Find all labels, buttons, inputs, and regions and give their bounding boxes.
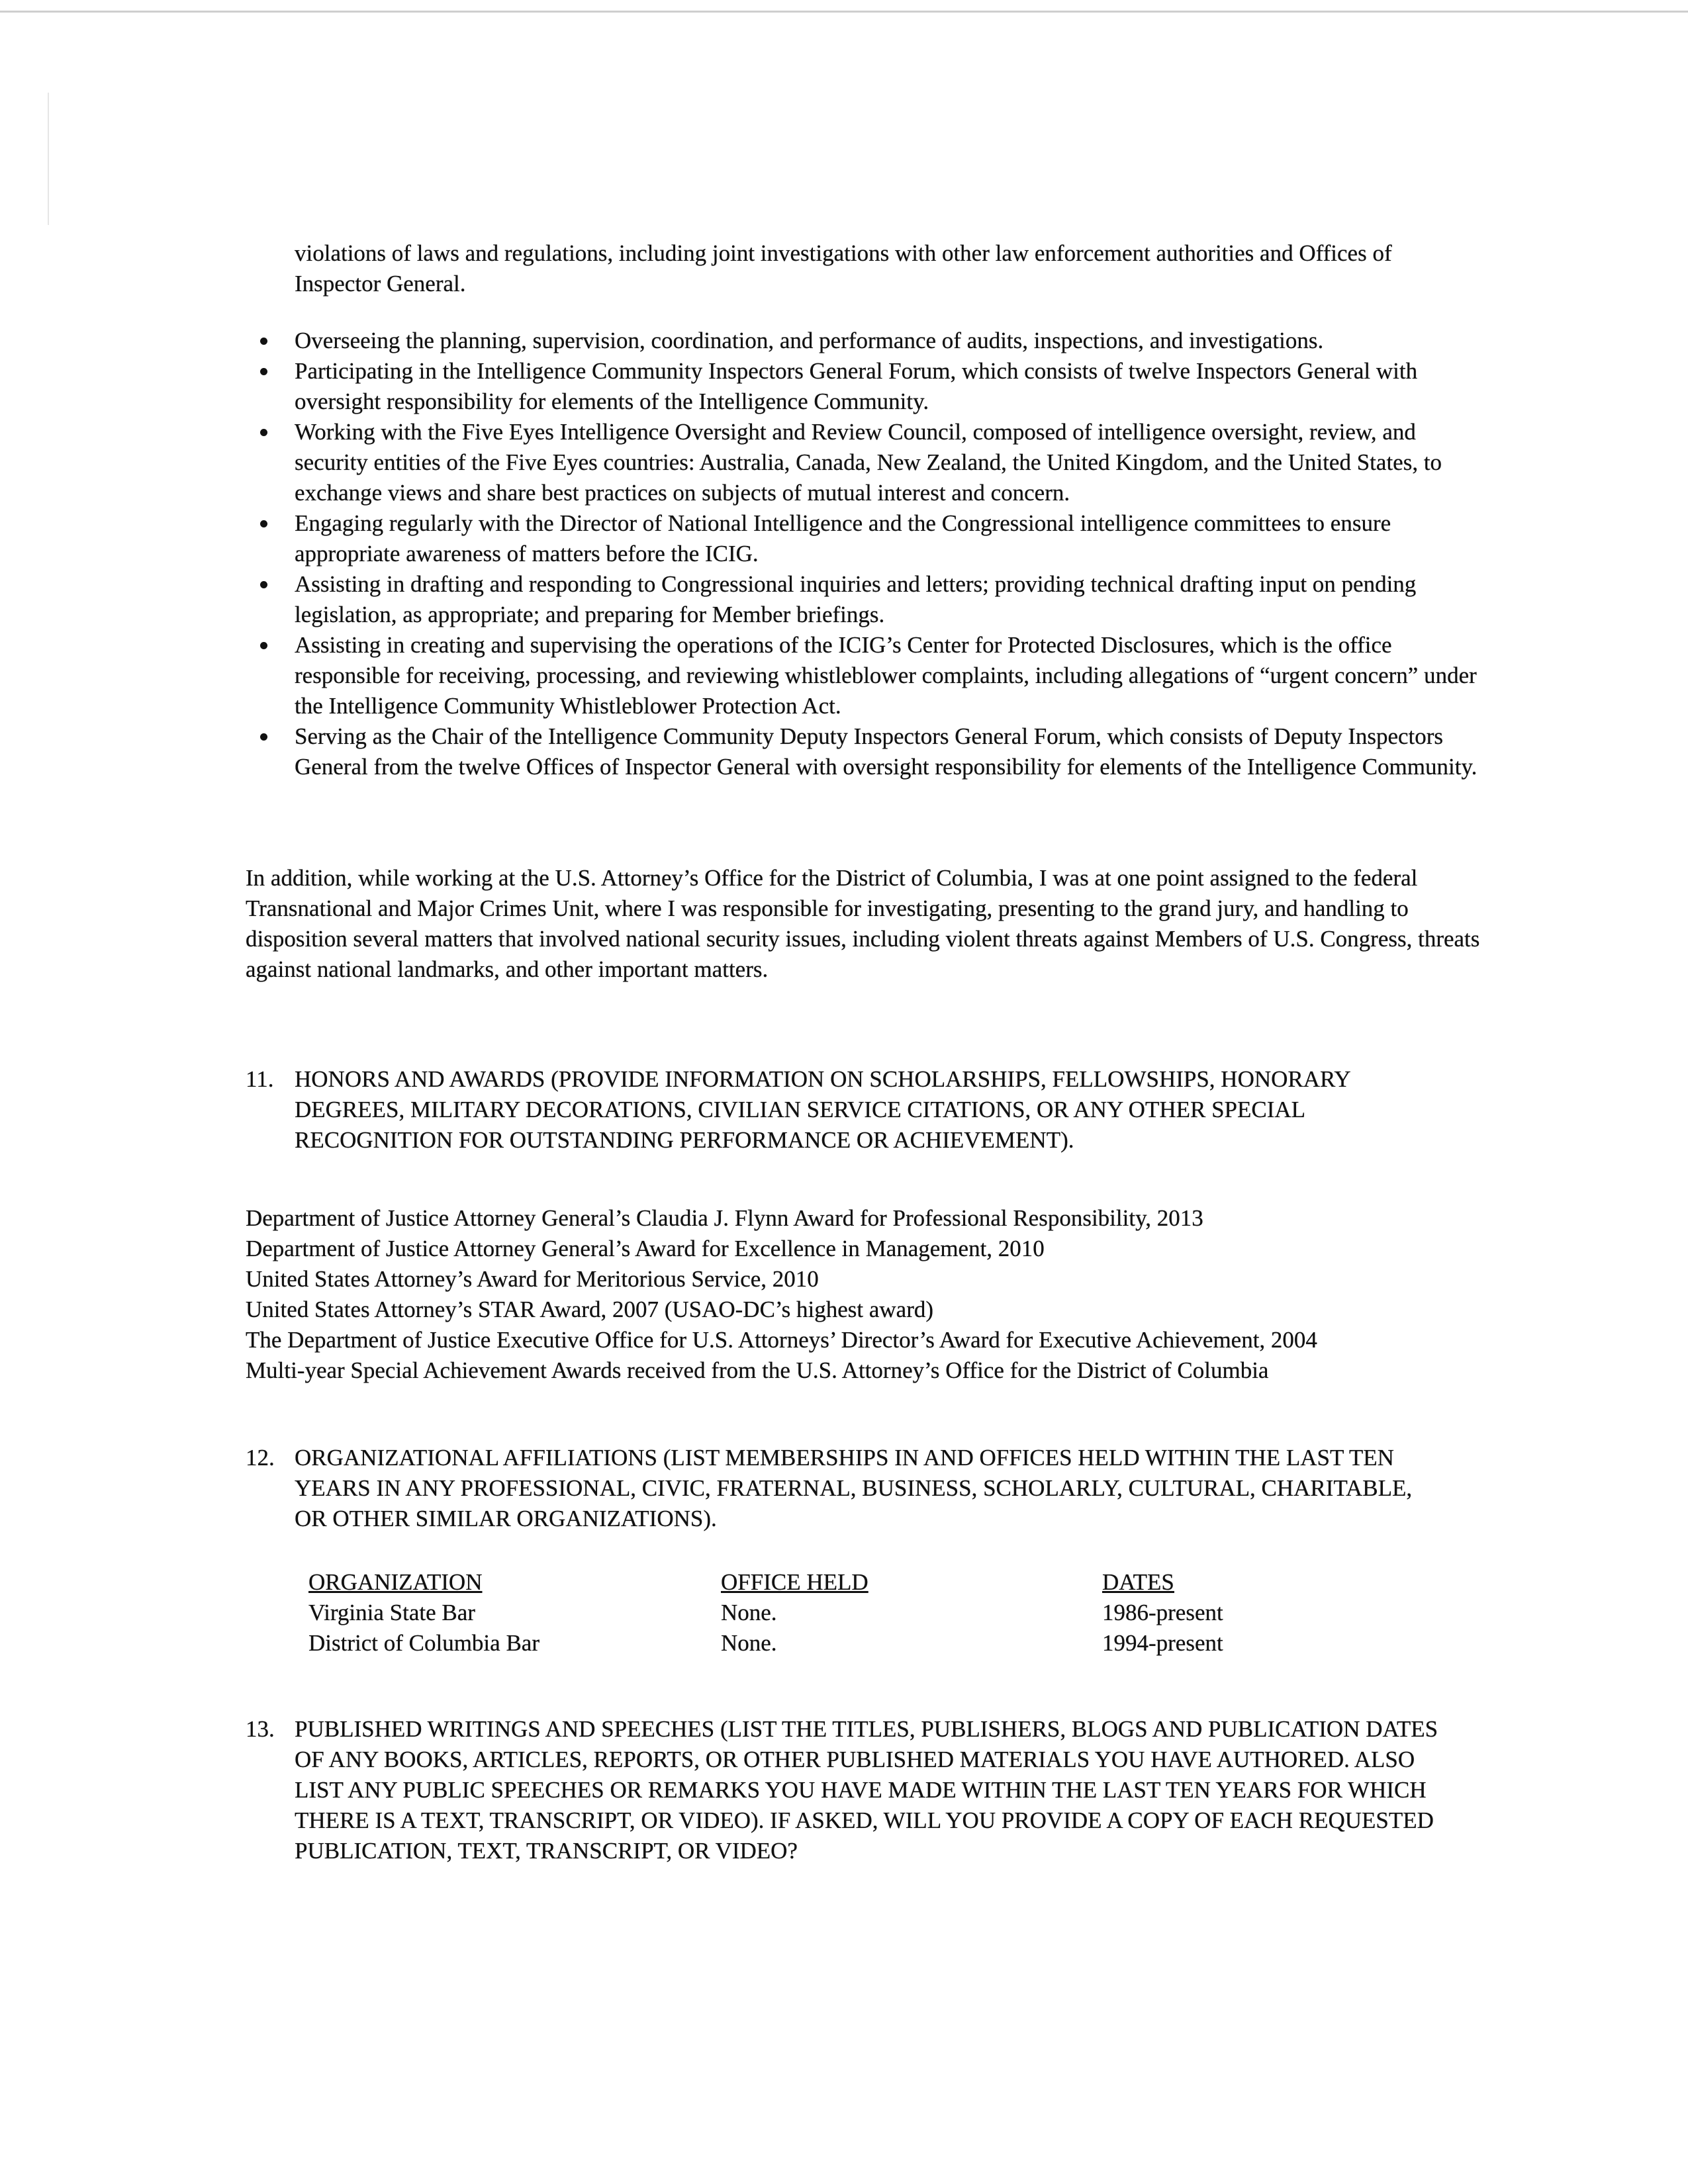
table-row — [308, 1628, 1223, 1659]
bullet-item: Overseeing the planning, supervision, coordination, and performance of audits, inspections, and investigations. — [295, 326, 1486, 356]
awards-list — [246, 1203, 1317, 1386]
section-number: 13. — [246, 1716, 275, 1742]
award-item: Multi-year Special Achievement Awards received from the U.S. Attorney’s Office for the District of Columbia — [246, 1357, 1269, 1383]
award-item: Department of Justice Attorney General’s Award for Excellence in Management, 2010 — [246, 1236, 1045, 1261]
organization-cell: Virginia State Bar — [308, 1600, 475, 1625]
bullet-icon — [260, 581, 267, 588]
award-item: United States Attorney’s Award for Meritorious Service, 2010 — [246, 1266, 819, 1292]
bullet-icon — [260, 338, 267, 345]
section-11-honors — [246, 1064, 1437, 1156]
section-heading: PUBLISHED WRITINGS AND SPEECHES (LIST THE TITLES, PUBLISHERS, BLOGS AND PUBLICATION DATES OF ANY BOOKS, ARTICLES, REPORTS, OR OTHER PUBLISHED MATERIALS YOU HAVE AUTHORED. ALSO LIST ANY PUBLIC SPEECHES OR REMARKS YOU HAVE MADE WITHIN THE LAST TEN YEARS FOR WHICH THERE IS A TEXT, TRANSCRIPT, OR VIDEO). IF ASKED, WILL YOU PROVIDE A COPY OF EACH REQUESTED PUBLICATION, TEXT, TRANSCRIPT, OR VIDEO? — [295, 1716, 1438, 1864]
section-12-affiliations — [246, 1443, 1437, 1534]
award-item: United States Attorney’s STAR Award, 2007 (USAO-DC’s highest award) — [246, 1297, 934, 1322]
dates-cell: 1994-present — [1102, 1630, 1223, 1656]
section-13-publications — [246, 1714, 1437, 1866]
bullet-item: Assisting in creating and supervising the operations of the ICIG’s Center for Protected Disclosures, which is the office responsible for receiving, processing, and reviewing whistleblower complaints, including allegations of “urgent concern” under the Intelligence Community Whistleblower Protection Act. — [295, 630, 1486, 721]
addition-paragraph: In addition, while working at the U.S. Attorney’s Office for the District of Columbia, I was at one point assigned to the federal Transnational and Major Crimes Unit, where I was responsible for investigating, presenting to the grand jury, and handling to disposition several matters that involved national security issues, including violent threats against Members of U.S. Congress, threats against national landmarks, and other important matters. — [246, 865, 1480, 982]
bullet-item: Assisting in drafting and responding to Congressional inquiries and letters; providing technical drafting input on pending legislation, as appropriate; and preparing for Member briefings. — [295, 569, 1486, 630]
section-number: 12. — [246, 1445, 275, 1471]
intro-continuation: violations of laws and regulations, including joint investigations with other law enforcement authorities and Offices of Inspector General. — [295, 240, 1392, 296]
bullet-item: Serving as the Chair of the Intelligence Community Deputy Inspectors General Forum, which consists of Deputy Inspectors General from the twelve Offices of Inspector General with oversight responsibility for elements of the Intelligence Community. — [295, 721, 1486, 782]
bullet-item: Engaging regularly with the Director of National Intelligence and the Congressional intelligence committees to ensure appropriate awareness of matters before the ICIG. — [295, 508, 1486, 569]
scan-top-edge — [0, 11, 1688, 13]
office-held-cell: None. — [721, 1630, 777, 1656]
affiliations-table — [308, 1567, 1223, 1659]
bullet-item: Participating in the Intelligence Community Inspectors General Forum, which consists of twelve Inspectors General with oversight responsibility for elements of the Intelligence Community. — [295, 356, 1486, 417]
scan-margin-mark — [48, 93, 49, 225]
bullet-icon — [260, 368, 267, 375]
award-item: Department of Justice Attorney General’s Claudia J. Flynn Award for Professional Responsibility, 2013 — [246, 1205, 1203, 1231]
organization-cell: District of Columbia Bar — [308, 1630, 539, 1656]
duties-bullet-list — [295, 326, 1486, 782]
section-heading: HONORS AND AWARDS (PROVIDE INFORMATION ON SCHOLARSHIPS, FELLOWSHIPS, HONORARY DEGREES, MILITARY DECORATIONS, CIVILIAN SERVICE CITATIONS, OR ANY OTHER SPECIAL RECOGNITION FOR OUTSTANDING PERFORMANCE OR ACHIEVEMENT). — [295, 1066, 1350, 1153]
dates-cell: 1986-present — [1102, 1600, 1223, 1625]
office-held-cell: None. — [721, 1600, 777, 1625]
column-header-organization: ORGANIZATION — [308, 1569, 483, 1595]
column-header-dates: DATES — [1102, 1569, 1174, 1595]
table-row — [308, 1598, 1223, 1628]
section-number: 11. — [246, 1066, 274, 1092]
table-header-row — [308, 1567, 1223, 1598]
section-heading: ORGANIZATIONAL AFFILIATIONS (LIST MEMBERSHIPS IN AND OFFICES HELD WITHIN THE LAST TEN YEARS IN ANY PROFESSIONAL, CIVIC, FRATERNAL, BUSINESS, SCHOLARLY, CULTURAL, CHARITABLE, OR OTHER SIMILAR ORGANIZATIONS). — [295, 1445, 1413, 1531]
bullet-icon — [260, 429, 267, 436]
bullet-icon — [260, 733, 267, 741]
bullet-icon — [260, 642, 267, 649]
bullet-icon — [260, 520, 267, 527]
award-item: The Department of Justice Executive Office for U.S. Attorneys’ Director’s Award for Executive Achievement, 2004 — [246, 1327, 1317, 1353]
bullet-item: Working with the Five Eyes Intelligence Oversight and Review Council, composed of intelligence oversight, review, and security entities of the Five Eyes countries: Australia, Canada, New Zealand, the United Kingdom, and the United States, to exchange views and share best practices on subjects of mutual interest and concern. — [295, 417, 1486, 508]
column-header-office-held: OFFICE HELD — [721, 1569, 868, 1595]
